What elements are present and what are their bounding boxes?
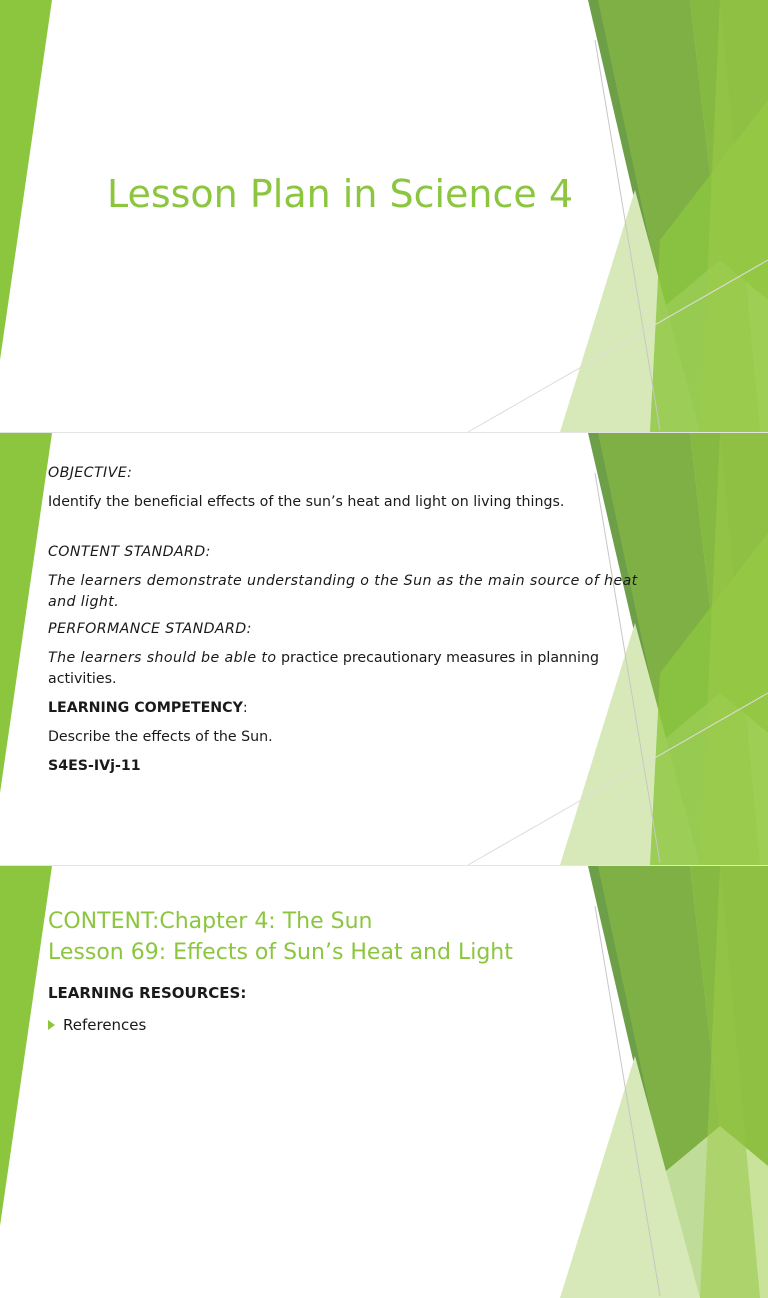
slide-content [0, 866, 768, 1034]
content-title [48, 906, 513, 968]
performance-standard-rest: practice precautionary measures in planning activities. [48, 650, 599, 687]
objectives-body [48, 463, 648, 777]
content-lesson-line: Lesson 69: Effects of Sun’s Heat and Light [48, 940, 513, 965]
learning-competency-text: Describe the effects of the Sun. [48, 729, 273, 745]
bullet-item [48, 1016, 146, 1034]
slide-title-text: Lesson Plan in Science 4 [106, 172, 574, 216]
left-green-shape [0, 866, 52, 1226]
learning-competency-colon: : [242, 700, 248, 716]
performance-standard-text [48, 648, 648, 690]
learning-competency-heading [48, 698, 648, 719]
objective-text: Identify the beneficial effects of the sun’s heat and light on living things. [48, 494, 565, 510]
bullet-item-text: References [63, 1016, 147, 1034]
competency-code: S4ES-IVj-11 [48, 758, 141, 774]
performance-standard-label: PERFORMANCE STANDARD: [48, 621, 252, 637]
learning-resources-label: LEARNING RESOURCES: [48, 984, 247, 1002]
slide-objectives [0, 433, 768, 865]
content-standard-label: CONTENT STANDARD: [48, 544, 211, 560]
left-green-shape [0, 433, 52, 793]
content-standard-text: The learners demonstrate understanding o the Sun as the main source of heat and light. [48, 573, 638, 610]
objective-label: OBJECTIVE: [48, 465, 133, 481]
learning-competency-label: LEARNING COMPETENCY [48, 700, 243, 716]
content-chapter-line: CONTENT:Chapter 4: The Sun [48, 909, 373, 934]
performance-standard-italic: The learners should be able to [48, 650, 277, 666]
bullet-arrow-icon [48, 1020, 55, 1030]
slide-title [0, 0, 768, 432]
